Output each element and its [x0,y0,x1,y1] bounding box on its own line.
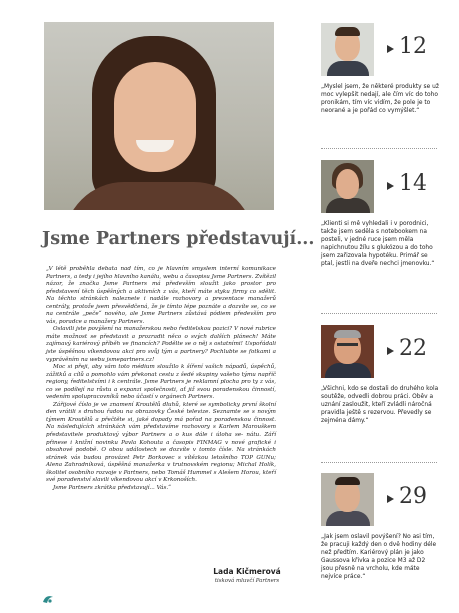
sidebar-quote: „Myslel jsem, že některé produkty se už moc vylepšit nedají, ale čím víc do toho pronikám, tím víc vidím, že pole je to neorané a je pořád co vymýšlet.“ [321,84,439,115]
sidebar-quote: „Všichni, kdo se dostali do druhého kola soutěže, odvedli dobrou práci. Oběv a uznání zasloužit, kteří zvládli náročná pravidla ještě s rezervou. Převedly se zejména dámy.“ [321,386,439,425]
portrait-photo-man-glasses [321,325,374,378]
article-body [46,266,276,492]
arrow-right-icon [387,182,394,190]
hero-portrait-photo [44,22,274,210]
sidebar-quote: „Jak jsem oslavil povýšení? No asi tím, že pracuji každý den o dvě hodiny déle než předtím. Kariérový plán je jako Gaussova křivka a pozice M3 až D2 jsou přesně na vrcholu, kde máte nejvíce práce.“ [321,534,437,581]
article-paragraph: Zářijové číslo je ve znamení Kroutělů dluhů, které se symbolicky první školní den vrátili s druhou řadou na obrazovky České televize. Seznamte se s novým týmem Kroutělů a přečtěte si, jaké dopady má pořad na poradenskou činnost. Na následujících stránkách vám představíme rozhovory s Karlem Marouškem představitele produktový výbor Partners a o kus dále i úloha se- nátu. Září přinese i knižní novinku Pavla Kohouta a časopis FINMAG v nové grafické i obsahové podobě. O obou událostech se dozvíte v tomto čísle. Na stránkách stránek vás budou provázet Petr Borkovec s vítězkou letošního TOP GUNu; Alena Zahradníková, úspěšná manažerka v trutnovském regionu; Michal Holík, školitel osobního rozvoje v Partners, nebo Tomáš Hummel s Alešem Horou, kteří své poradenství slavili víkendovou akcí v Krkonoších. [46,401,276,484]
article-paragraph: Oslavili jste povýšení na manažerskou nebo ředitelskou pozici? V nové rubrice máte možnost se představit a prozradit něco o svých dalších plánech! Máte zajímavý kariérový příběh ve financích? Podělte se o něj s ostatními! Uspořádali jste úspěšnou víkendovou akci pro svůj tým a partnery? Pochlubte se fotkami a vyprávěním na webu jsmepartners.cz! [46,326,276,363]
article-paragraph: „V létě proběhla debata nad tím, co je hlavním smyslem interní komunikace Partners, a tedy i jejího hlavního kanálu, webu a časopisu Jsme Partners. Zvítězil názor, že značka Jsme Partners má především sloužit jako prostor pro představení těch úspěšných a aktivních z vás, kteří máte styku firmy co sdělit. Na těchto stránkách naleznete i nadále rozhovory a prezentace manažerů centrály, protože jsem přesvědčená, že je tímto lépe poznáte a dozvíte se, co se na centrále „peče“ nového, ale Jsme Partners zůstává pódiem především pro vás, poradce a manažery Partners. [46,266,276,325]
signature [192,567,302,584]
arrow-right-icon [387,347,394,355]
page-number: 14 [399,171,427,196]
portrait-face [114,62,196,172]
sidebar-divider [321,313,437,314]
article-paragraph: Jsme Partners zkrátka představují... Vás.“ [53,484,171,491]
sidebar-quote: „Klienti si mě vyhledali i v porodnici, takže jsem seděla s notebookem na posteli, v jedné ruce jsem měla napichnutou žílu s glukózou a do toho jsem zařizovala hypotéku. Primář se ptal, jestli na dveře nechci jmenovku.“ [321,221,435,268]
arrow-right-icon [387,45,394,53]
portrait-photo-man-smiling [321,23,374,76]
portrait-photo-woman [321,160,374,213]
portrait-smile [136,140,174,152]
portrait-shoulders [64,182,254,210]
page-number: 29 [399,484,427,509]
sidebar-divider [321,462,437,463]
partners-logo-icon [42,594,54,604]
sidebar-divider [321,148,437,149]
page-number: 12 [399,34,427,59]
article-paragraph: Moc si přeji, aby vám toto médium sloužilo k šíření vašich nápadů, úspěchů, zážitků a cílů a pomohlo vám překonat cestu z šedé skupiny vašeho týmu napříč regiony, ředitelstvími i k centrále. Jsme Partners je reklamní plocha pro ty z vás, co se podílejí na růstu a expanzi společnosti, ať již svou poradenskou činností, vedením spolupracovníků nebo účastí v orgánech Partners. [46,364,276,401]
article-title: Jsme Partners představují... [42,229,315,249]
page-number: 22 [399,336,427,361]
signature-name: Lada Kičmerová [213,567,281,576]
portrait-photo-young-man [321,473,374,526]
arrow-right-icon [387,495,394,503]
signature-role: tisková mluvčí Partners [214,578,280,584]
